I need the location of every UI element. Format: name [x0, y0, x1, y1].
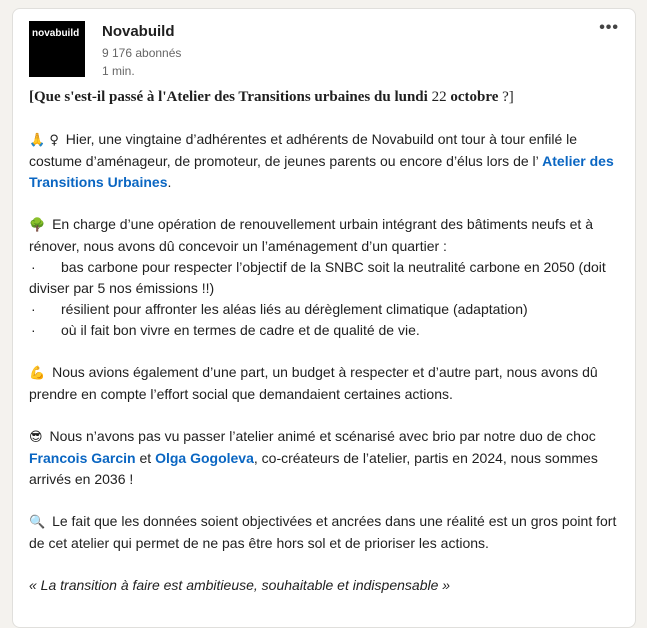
list-item-text: où il fait bon vivre en termes de cadre et de qualité de vie. — [61, 322, 420, 338]
paragraph-intro-text: Hier, une vingtaine d’adhérentes et adhérents de Novabuild ont tour à tour enfilé le costume d’aménageur, de promoteur, de jeunes parents ou encore d’élus lors de l’ — [29, 131, 578, 169]
title-close: ?] — [502, 89, 514, 105]
paragraph-budget — [29, 362, 625, 405]
list-item — [29, 320, 625, 341]
paragraph-facilitators — [29, 426, 625, 490]
post-quote: « La transition à faire est ambitieuse, souhaitable et indispensable » — [29, 577, 451, 593]
list-item — [29, 257, 625, 299]
post-title — [29, 87, 625, 108]
company-name[interactable]: Novabuild — [102, 23, 175, 40]
title-open: [ — [29, 89, 34, 105]
bullet-marker: · — [31, 301, 36, 317]
paragraph-facilitators-and: et — [135, 450, 156, 466]
paragraph-data — [29, 511, 625, 554]
list-item-text: bas carbone pour respecter l’objectif de la SNBC soit la neutralité carbone en 2050 (doit diviser par 5 nos émissions !!) — [29, 259, 606, 296]
bullet-marker: · — [31, 259, 36, 275]
paragraph-data-text: Le fait que les données soient objectivées et ancrées dans une réalité est un gros point fort de cet atelier qui permet de ne pas être hors sol et de prioriser les actions. — [29, 513, 617, 551]
paragraph-facilitators-text-a: Nous n’avons pas vu passer l’atelier animé et scénarisé avec brio par notre duo de choc — [45, 428, 596, 444]
post-time: 1 min. — [102, 64, 135, 78]
follower-count: 9 176 abonnés — [102, 46, 182, 60]
post-header — [29, 21, 619, 91]
paragraph-facilitators-text-b: , co-créateurs de l’atelier, partis en 2024, nous sommes arrivés en 2036 ! — [29, 450, 598, 487]
bullet-marker: · — [31, 322, 36, 338]
mention-olga-gogoleva[interactable]: Olga Gogoleva — [155, 450, 254, 466]
paragraph-intro — [29, 129, 625, 193]
paragraph-mission-text: En charge d’une opération de renouvellement urbain intégrant des bâtiments neufs et à rénover, nous avons dû concevoir un l’aménagement d’un quartier : — [29, 216, 593, 254]
post-card — [12, 8, 636, 628]
sunglasses-face-icon: 😎 — [29, 430, 43, 445]
atelier-link[interactable]: Atelier des Transitions Urbaines — [29, 153, 614, 190]
paragraph-budget-text: Nous avions également d’une part, un budget à respecter et d’autre part, nous avons dû prendre en compte l’effort social que demandaient certaines actions. — [29, 364, 598, 402]
title-rest: octobre — [446, 89, 503, 105]
flexed-biceps-icon: 💪 — [29, 366, 46, 381]
list-item — [29, 299, 625, 320]
more-options-icon[interactable]: ••• — [599, 19, 619, 36]
praying-woman-icon: 🙏 ♀ — [29, 133, 59, 148]
magnifying-glass-icon: 🔍 — [29, 515, 46, 530]
bullet-list — [29, 257, 625, 341]
tree-icon: 🌳 — [29, 218, 46, 233]
mention-francois-garcin[interactable]: Francois Garcin — [29, 450, 136, 466]
title-number: 22 — [431, 89, 447, 105]
list-item-text: résilient pour affronter les aléas liés au dérèglement climatique (adaptation) — [61, 301, 528, 317]
post-body — [29, 87, 625, 617]
title-main: Que s'est-il passé à l'Atelier des Transitions urbaines du lundi — [34, 89, 432, 105]
paragraph-intro-end: . — [167, 174, 172, 190]
paragraph-mission — [29, 214, 625, 257]
company-logo[interactable]: novabuild — [29, 21, 85, 77]
